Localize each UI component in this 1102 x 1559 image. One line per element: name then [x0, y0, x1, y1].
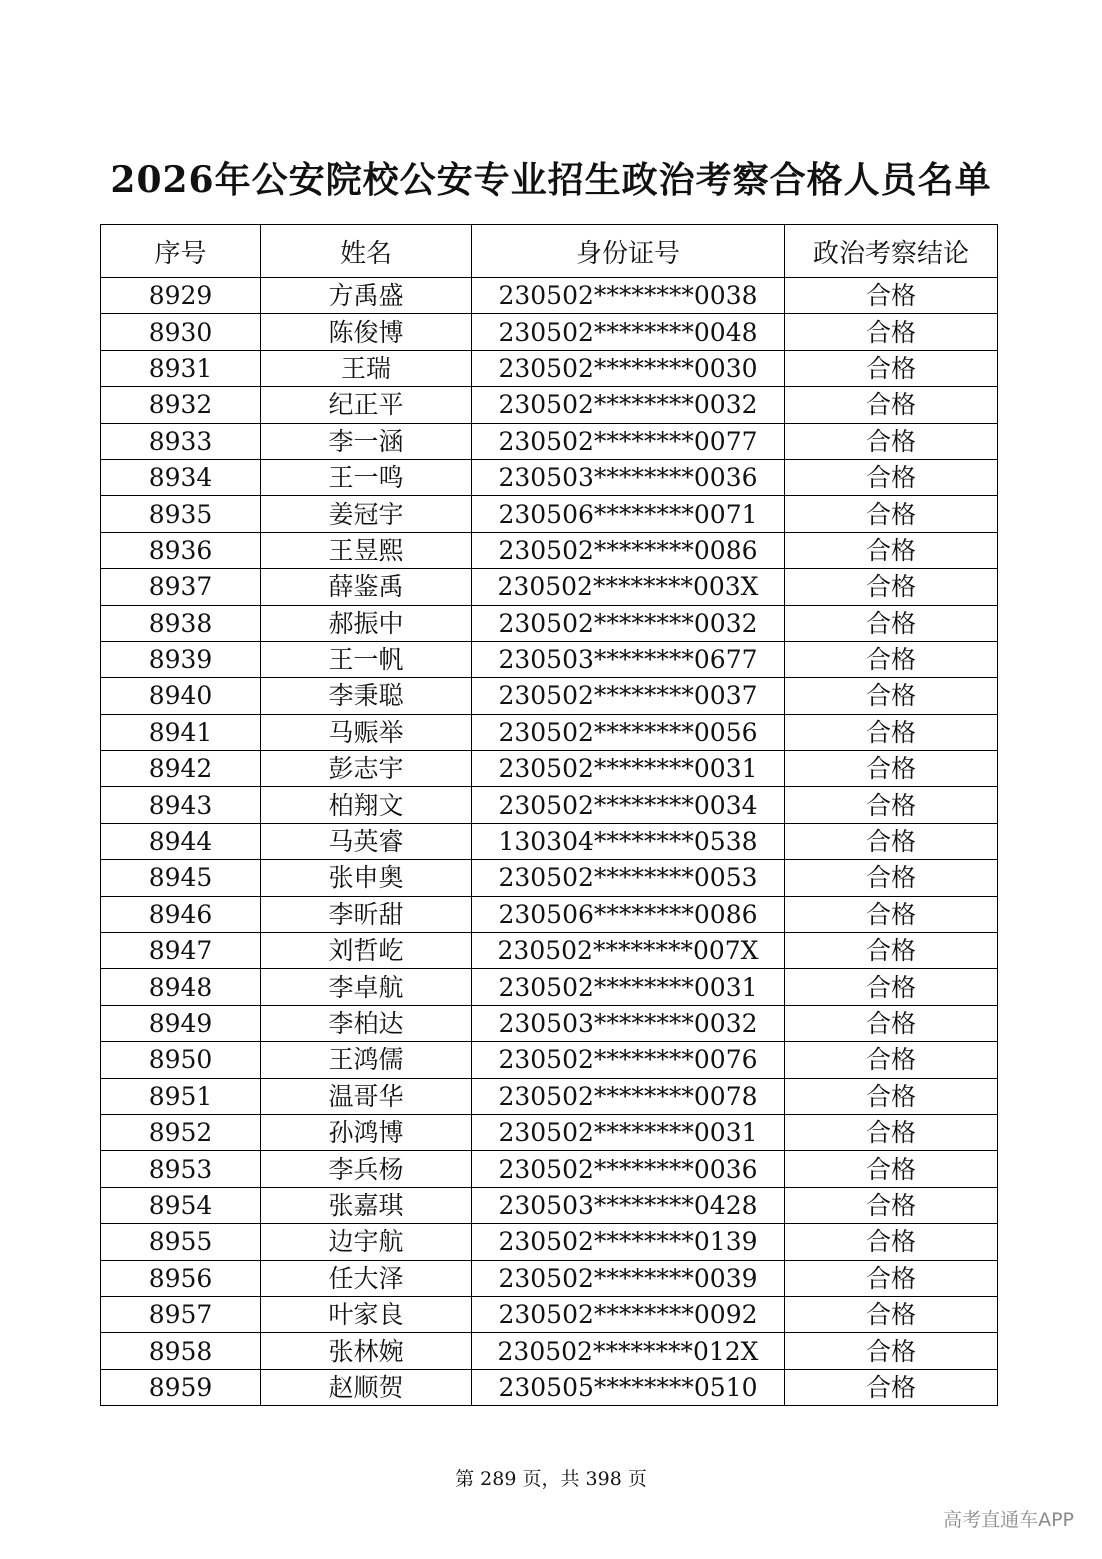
table-row	[101, 751, 998, 787]
cell-name: 陈俊博	[261, 314, 472, 350]
table-header-row	[101, 225, 998, 278]
cell-id: 230506********0086	[472, 896, 785, 932]
cell-name: 彭志宇	[261, 751, 472, 787]
cell-result: 合格	[785, 787, 998, 823]
cell-name: 纪正平	[261, 387, 472, 423]
cell-name: 郝振中	[261, 605, 472, 641]
table-row	[101, 496, 998, 532]
table-row	[101, 1369, 998, 1405]
table-row	[101, 459, 998, 495]
table-row	[101, 1224, 998, 1260]
cell-seq: 8929	[101, 278, 261, 314]
cell-result: 合格	[785, 969, 998, 1005]
cell-id: 230502********0048	[472, 314, 785, 350]
cell-result: 合格	[785, 896, 998, 932]
cell-id: 230503********0032	[472, 1005, 785, 1041]
cell-seq: 8955	[101, 1224, 261, 1260]
table-row	[101, 714, 998, 750]
page-footer: 第 289 页，共 398 页	[455, 1468, 647, 1490]
cell-seq: 8941	[101, 714, 261, 750]
cell-id: 230502********0038	[472, 278, 785, 314]
cell-id: 230505********0510	[472, 1369, 785, 1405]
cell-name: 叶家良	[261, 1296, 472, 1332]
table-row	[101, 314, 998, 350]
cell-result: 合格	[785, 1369, 998, 1405]
table-row	[101, 1005, 998, 1041]
cell-result: 合格	[785, 1296, 998, 1332]
cell-seq: 8931	[101, 350, 261, 386]
cell-seq: 8956	[101, 1260, 261, 1296]
cell-name: 李昕甜	[261, 896, 472, 932]
table-row	[101, 1260, 998, 1296]
cell-result: 合格	[785, 459, 998, 495]
cell-id: 230502********0031	[472, 1114, 785, 1150]
document-title: 2026年公安院校公安专业招生政治考察合格人员名单	[110, 159, 992, 201]
cell-id: 230502********007X	[472, 933, 785, 969]
cell-result: 合格	[785, 1042, 998, 1078]
cell-name: 马赈举	[261, 714, 472, 750]
cell-name: 任大泽	[261, 1260, 472, 1296]
cell-id: 230502********0086	[472, 532, 785, 568]
table-row	[101, 1114, 998, 1150]
header-id: 身份证号	[472, 225, 785, 278]
cell-result: 合格	[785, 1333, 998, 1369]
cell-id: 230502********0076	[472, 1042, 785, 1078]
cell-id: 230502********0031	[472, 969, 785, 1005]
table-row	[101, 1042, 998, 1078]
cell-result: 合格	[785, 751, 998, 787]
cell-name: 孙鸿博	[261, 1114, 472, 1150]
cell-seq: 8948	[101, 969, 261, 1005]
cell-id: 230502********003X	[472, 569, 785, 605]
cell-id: 230502********0032	[472, 605, 785, 641]
cell-seq: 8944	[101, 823, 261, 859]
cell-result: 合格	[785, 641, 998, 677]
table-row	[101, 787, 998, 823]
cell-name: 王一帆	[261, 641, 472, 677]
cell-name: 王一鸣	[261, 459, 472, 495]
cell-result: 合格	[785, 278, 998, 314]
cell-result: 合格	[785, 933, 998, 969]
cell-seq: 8935	[101, 496, 261, 532]
table-row	[101, 605, 998, 641]
cell-id: 230502********0036	[472, 1151, 785, 1187]
table-row	[101, 387, 998, 423]
cell-name: 李卓航	[261, 969, 472, 1005]
cell-seq: 8950	[101, 1042, 261, 1078]
cell-seq: 8937	[101, 569, 261, 605]
cell-name: 张林婉	[261, 1333, 472, 1369]
table-row	[101, 933, 998, 969]
table-row	[101, 532, 998, 568]
table-row	[101, 1296, 998, 1332]
cell-seq: 8943	[101, 787, 261, 823]
cell-name: 姜冠宇	[261, 496, 472, 532]
cell-result: 合格	[785, 1151, 998, 1187]
header-seq: 序号	[101, 225, 261, 278]
cell-result: 合格	[785, 314, 998, 350]
table-row	[101, 823, 998, 859]
cell-id: 230503********0677	[472, 641, 785, 677]
table-row	[101, 1078, 998, 1114]
cell-name: 李兵杨	[261, 1151, 472, 1187]
cell-result: 合格	[785, 496, 998, 532]
header-name: 姓名	[261, 225, 472, 278]
cell-result: 合格	[785, 1187, 998, 1223]
cell-name: 李秉聪	[261, 678, 472, 714]
table-row	[101, 641, 998, 677]
table-row	[101, 1333, 998, 1369]
cell-id: 230502********0037	[472, 678, 785, 714]
table-row	[101, 569, 998, 605]
table-row	[101, 969, 998, 1005]
cell-id: 230503********0036	[472, 459, 785, 495]
cell-id: 230502********0139	[472, 1224, 785, 1260]
cell-id: 230502********0092	[472, 1296, 785, 1332]
table-row	[101, 860, 998, 896]
cell-result: 合格	[785, 1005, 998, 1041]
cell-result: 合格	[785, 423, 998, 459]
cell-seq: 8952	[101, 1114, 261, 1150]
table-row	[101, 896, 998, 932]
cell-seq: 8936	[101, 532, 261, 568]
cell-result: 合格	[785, 350, 998, 386]
table-row	[101, 423, 998, 459]
table-row	[101, 1151, 998, 1187]
header-result: 政治考察结论	[785, 225, 998, 278]
roster-table	[100, 224, 998, 1406]
cell-seq: 8933	[101, 423, 261, 459]
cell-name: 方禹盛	[261, 278, 472, 314]
cell-result: 合格	[785, 605, 998, 641]
cell-seq: 8932	[101, 387, 261, 423]
cell-id: 130304********0538	[472, 823, 785, 859]
cell-result: 合格	[785, 678, 998, 714]
cell-seq: 8954	[101, 1187, 261, 1223]
cell-seq: 8957	[101, 1296, 261, 1332]
table-row	[101, 350, 998, 386]
cell-result: 合格	[785, 714, 998, 750]
cell-id: 230502********0031	[472, 751, 785, 787]
cell-seq: 8958	[101, 1333, 261, 1369]
cell-name: 李柏达	[261, 1005, 472, 1041]
cell-seq: 8946	[101, 896, 261, 932]
cell-name: 王瑞	[261, 350, 472, 386]
cell-seq: 8934	[101, 459, 261, 495]
cell-seq: 8949	[101, 1005, 261, 1041]
cell-id: 230502********0039	[472, 1260, 785, 1296]
cell-id: 230502********0030	[472, 350, 785, 386]
cell-seq: 8940	[101, 678, 261, 714]
cell-name: 边宇航	[261, 1224, 472, 1260]
cell-name: 马英睿	[261, 823, 472, 859]
cell-result: 合格	[785, 1114, 998, 1150]
cell-result: 合格	[785, 860, 998, 896]
cell-name: 李一涵	[261, 423, 472, 459]
cell-seq: 8959	[101, 1369, 261, 1405]
cell-name: 王鸿儒	[261, 1042, 472, 1078]
cell-id: 230502********0056	[472, 714, 785, 750]
cell-seq: 8947	[101, 933, 261, 969]
cell-result: 合格	[785, 1078, 998, 1114]
cell-seq: 8938	[101, 605, 261, 641]
cell-name: 刘哲屹	[261, 933, 472, 969]
cell-result: 合格	[785, 1260, 998, 1296]
cell-seq: 8945	[101, 860, 261, 896]
cell-id: 230502********012X	[472, 1333, 785, 1369]
cell-seq: 8951	[101, 1078, 261, 1114]
cell-id: 230502********0032	[472, 387, 785, 423]
cell-result: 合格	[785, 823, 998, 859]
cell-id: 230502********0034	[472, 787, 785, 823]
cell-result: 合格	[785, 569, 998, 605]
cell-name: 赵顺贺	[261, 1369, 472, 1405]
cell-result: 合格	[785, 1224, 998, 1260]
cell-seq: 8942	[101, 751, 261, 787]
cell-result: 合格	[785, 532, 998, 568]
table-row	[101, 278, 998, 314]
cell-name: 薛鉴禹	[261, 569, 472, 605]
cell-id: 230502********0078	[472, 1078, 785, 1114]
cell-name: 张申奥	[261, 860, 472, 896]
cell-name: 温哥华	[261, 1078, 472, 1114]
cell-id: 230503********0428	[472, 1187, 785, 1223]
cell-id: 230502********0053	[472, 860, 785, 896]
cell-name: 张嘉琪	[261, 1187, 472, 1223]
cell-name: 王昱熙	[261, 532, 472, 568]
cell-name: 柏翔文	[261, 787, 472, 823]
cell-seq: 8930	[101, 314, 261, 350]
table-row	[101, 678, 998, 714]
cell-seq: 8939	[101, 641, 261, 677]
cell-id: 230506********0071	[472, 496, 785, 532]
cell-id: 230502********0077	[472, 423, 785, 459]
table-body	[101, 278, 998, 1406]
table-row	[101, 1187, 998, 1223]
cell-result: 合格	[785, 387, 998, 423]
cell-seq: 8953	[101, 1151, 261, 1187]
watermark: 高考直通车APP	[943, 1509, 1074, 1531]
